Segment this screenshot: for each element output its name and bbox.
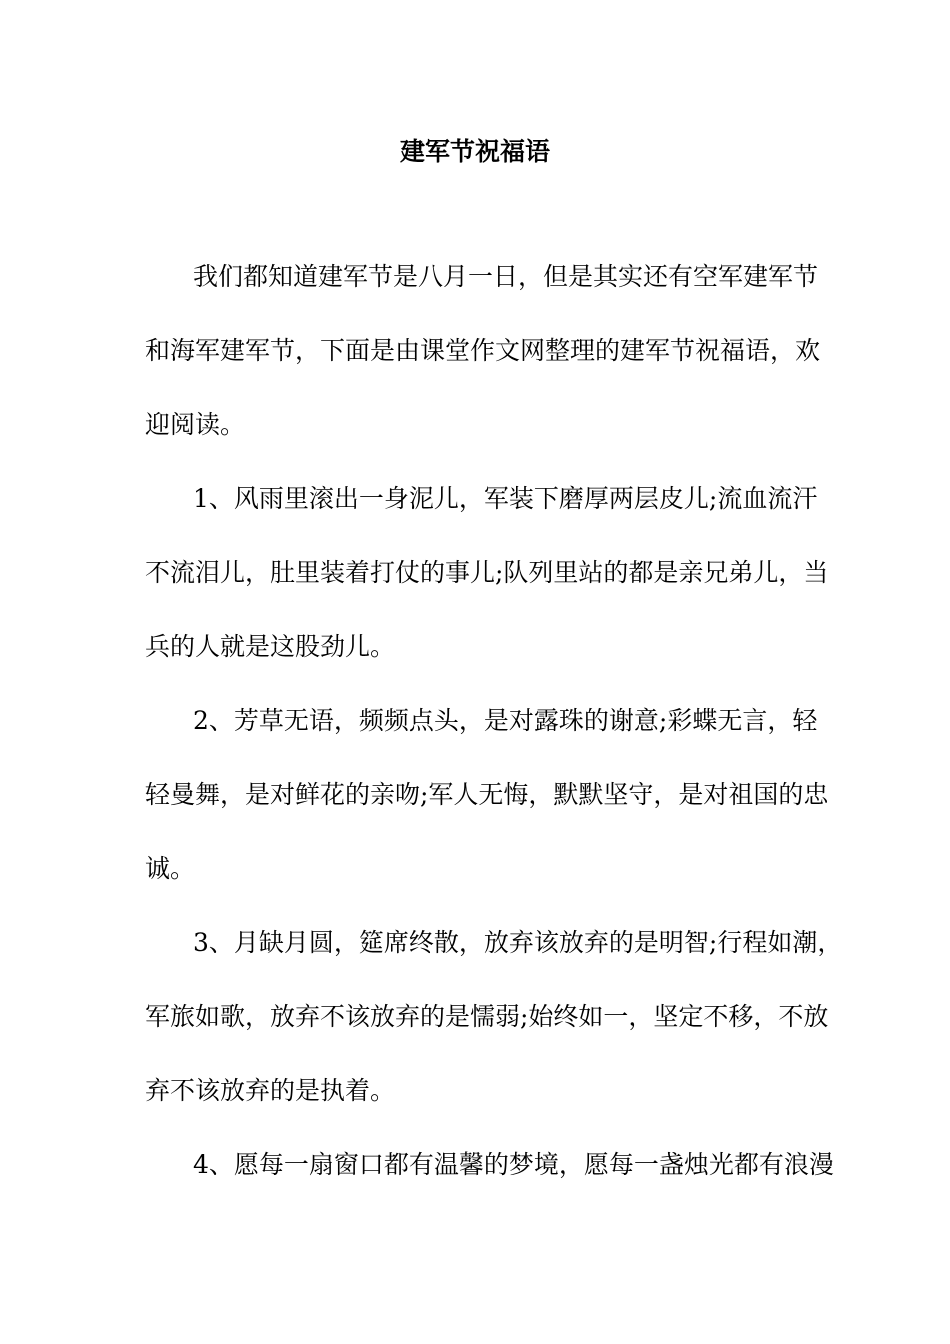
paragraph-item-1: [145, 480, 829, 665]
paragraph-line: 4、愿每一扇窗口都有温馨的梦境，愿每一盏烛光都有浪漫: [193, 1150, 834, 1179]
paragraph-line: 1、风雨里滚出一身泥儿，军装下磨厚两层皮儿;流血流汗: [193, 484, 818, 513]
paragraph-item-2: [145, 702, 829, 887]
paragraph-line: 军旅如歌，放弃不该放弃的是懦弱;始终如一，坚定不移，不放: [145, 1002, 829, 1031]
paragraph-item-4: [145, 1146, 834, 1183]
document-body: [145, 258, 843, 1220]
paragraph-line: 弃不该放弃的是执着。: [145, 1076, 396, 1105]
paragraph-line: 3、月缺月圆，筵席终散，放弃该放弃的是明智;行程如潮，: [193, 928, 843, 957]
paragraph-line: 诚。: [145, 854, 196, 883]
paragraph-line: 2、芳草无语，频频点头，是对露珠的谢意;彩蝶无言，轻: [193, 706, 818, 735]
paragraph-line: 不流泪儿，肚里装着打仗的事儿;队列里站的都是亲兄弟儿，当: [145, 558, 829, 587]
paragraph-item-3: [145, 924, 843, 1109]
paragraph-line: 迎阅读。: [145, 410, 246, 439]
paragraph-line: 和海军建军节，下面是由课堂作文网整理的建军节祝福语，欢: [145, 336, 821, 365]
paragraph-line: 我们都知道建军节是八月一日，但是其实还有空军建军节: [193, 262, 819, 291]
paragraph-line: 兵的人就是这股劲儿。: [145, 632, 396, 661]
paragraph-intro: [145, 258, 821, 443]
paragraph-line: 轻曼舞，是对鲜花的亲吻;军人无悔，默默坚守，是对祖国的忠: [145, 780, 829, 809]
document-title: 建军节祝福语: [399, 137, 550, 166]
